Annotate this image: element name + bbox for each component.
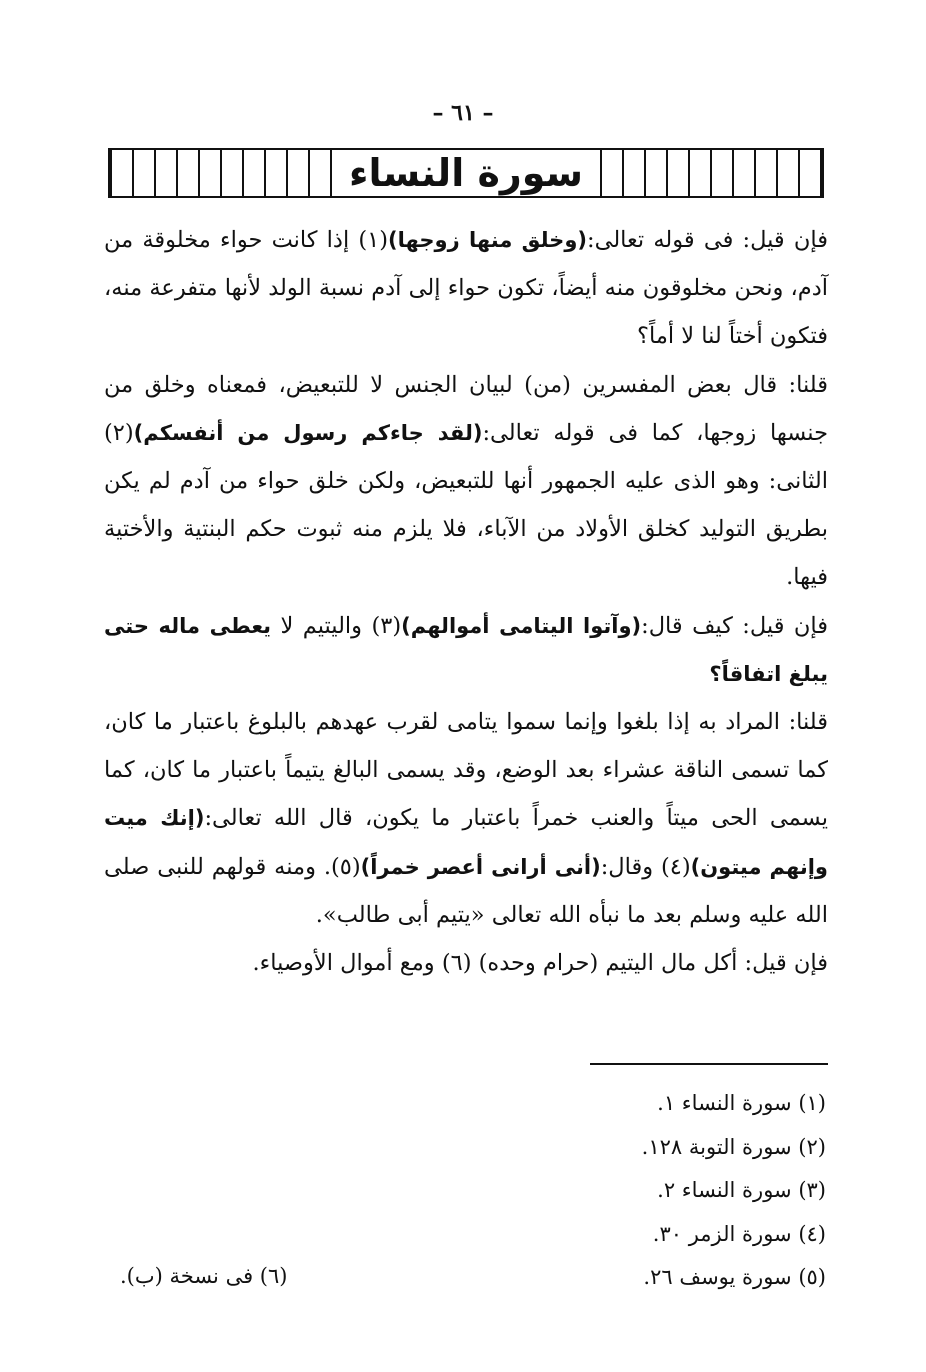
footnote-5: (٥) سورة يوسف ٢٦. (643, 1265, 826, 1289)
quran-quote: (أنى أرانى أعصر خمراً) (360, 854, 601, 879)
chapter-title-panel (330, 150, 602, 196)
footnotes (506, 1082, 826, 1300)
quran-quote: (لقد جاءكم رسول من أنفسكم) (133, 420, 483, 445)
quran-quote: (وخلق منها زوجها) (388, 228, 587, 252)
paragraph-1: فإن قيل: فى قوله تعالى:(وخلق منها زوجها)(١) إذا كانت حواء مخلوقة من آدم، ونحن مخلوقون منه أيضاً، تكون حواء إلى آدم نسبة الولد لأنها متفرعة منه، فتكون أختاً لنا لا أماً؟ (104, 227, 828, 350)
title-ornament-right (602, 150, 822, 196)
quran-quote: (إنك ميت وإنهم ميتون) (104, 806, 828, 879)
footnote-3: (٣) سورة النساء ٢. (657, 1178, 826, 1202)
chapter-title-box (108, 148, 824, 198)
paragraph-3: فإن قيل: كيف قال:(وآتوا اليتامى أموالهم)(٣) واليتيم لا يعطى ماله حتى يبلغ اتفاقاً؟ (104, 612, 829, 686)
main-text (104, 216, 828, 987)
page-number: – ٦١ – (432, 100, 494, 126)
quran-quote: (وآتوا اليتامى أموالهم) (401, 613, 642, 638)
bold-phrase: يعطى ماله حتى يبلغ اتفاقاً؟ (104, 613, 828, 686)
footnote-6: (٦) فى نسخة (ب). (120, 1264, 288, 1288)
footnote-1: (١) سورة النساء ١. (657, 1091, 826, 1115)
footnote-4: (٤) سورة الزمر ٣٠. (652, 1221, 826, 1246)
footnote-2: (٢) سورة التوبة ١٢٨. (641, 1134, 826, 1159)
paragraph-4: قلنا: المراد به إذا بلغوا وإنما سموا يتامى لقرب عهدهم بالبلوغ باعتبار ما كان، كما تسمى الناقة عشراء بعد الوضع، وقد يسمى البالغ يتيماً باعتبار ما كان، كما يسمى الحى ميتاً والعنب خمراً باعتبار ما يكون، قال الله تعالى:(إنك ميت وإنهم ميتون)(٤) وقال:(أنى أرانى أعصر خمراً)(٥). ومنه قولهم للنبى صلى الله عليه وسلم بعد ما نبأه الله تعالى «يتيم أبى طالب». (104, 709, 828, 928)
title-ornament-left (110, 150, 330, 196)
paragraph-5: فإن قيل: أكل مال اليتيم (حرام وحده) (٦) ومع أموال الأوصياء. (252, 950, 828, 977)
chapter-title: سورة النساء (349, 151, 583, 195)
footnote-divider (590, 1063, 828, 1065)
paragraph-2: قلنا: قال بعض المفسرين (من) لبيان الجنس لا للتبعيض، فمعناه وخلق من جنسها زوجها، كما فى قوله تعالى:(لقد جاءكم رسول من أنفسكم)(٢) الثانى: وهو الذى عليه الجمهور أنها للتبعيض، ولكن خلق حواء من آدم لم يكن بطريق التوليد كخلق الأولاد من الآباء، فلا يلزم منه ثبوت حكم البنتية والأختية فيها. (104, 371, 828, 591)
